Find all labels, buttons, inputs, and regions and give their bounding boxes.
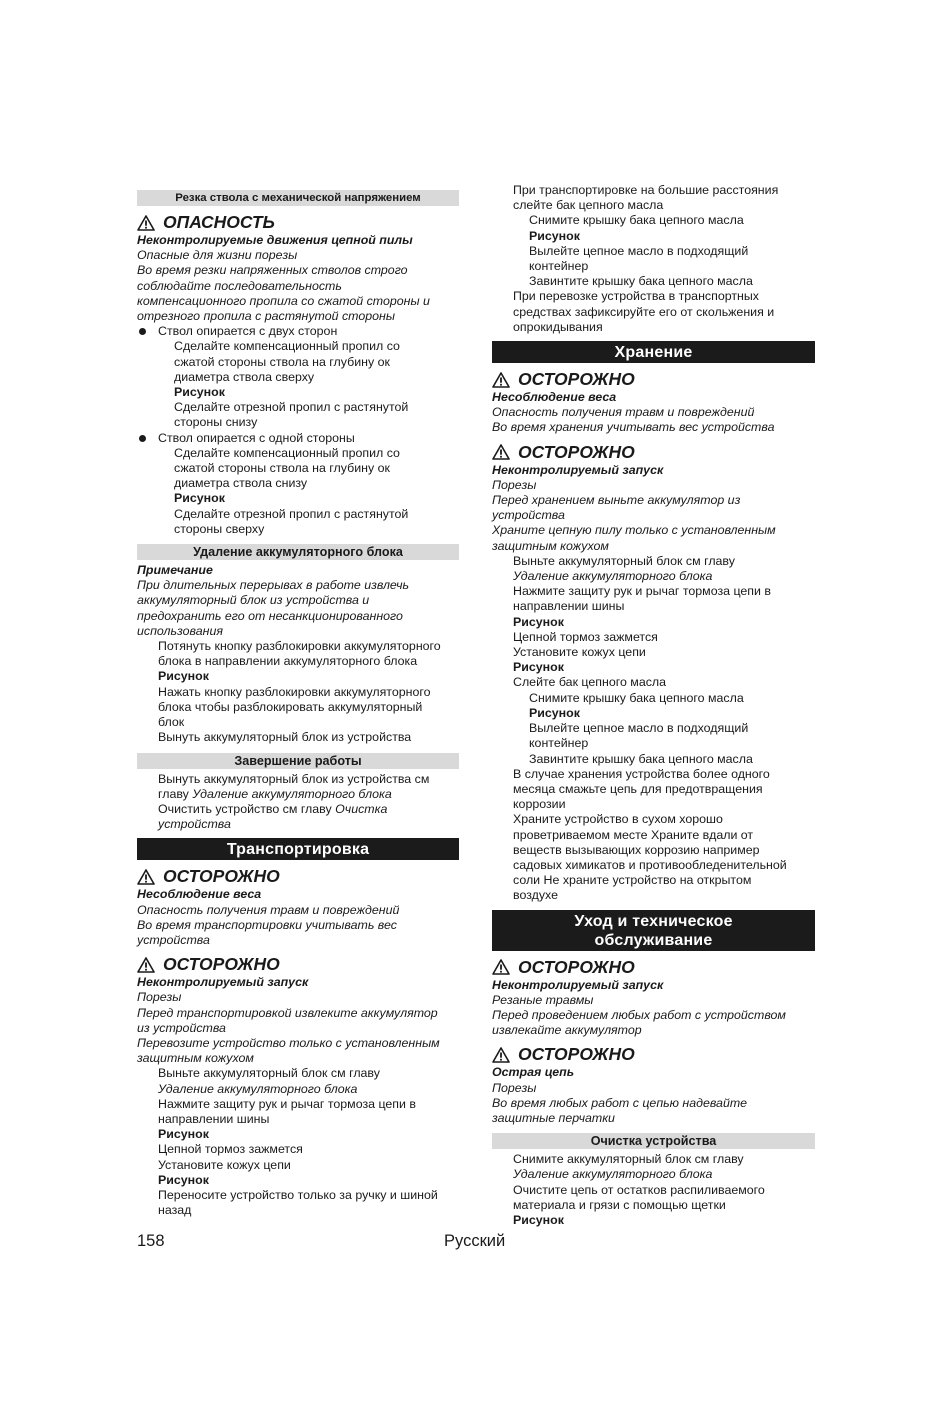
text-line: Резаные травмы xyxy=(492,992,594,1007)
text-line: коррозии xyxy=(513,797,566,812)
text-line: защитные перчатки xyxy=(492,1110,615,1125)
text-line: извлекайте аккумулятор xyxy=(492,1023,642,1038)
warning-triangle-icon xyxy=(137,215,155,231)
text-line: Установите кожух цепи xyxy=(513,645,646,660)
text-line: сжатой стороны ствола на глубину ок xyxy=(174,461,390,476)
text-line: Неконтролируемые движения цепной пилы xyxy=(137,233,413,247)
text-fragment: Очистка xyxy=(335,801,388,816)
text-line: Рисунок xyxy=(174,385,225,400)
text-line: контейнер xyxy=(529,259,589,274)
text-line: Удаление аккумуляторного блока xyxy=(513,569,713,584)
text-line: Сделайте компенсационный пропил со xyxy=(174,339,400,354)
warning-heading xyxy=(137,954,459,975)
text-line: направлении шины xyxy=(158,1111,270,1126)
text-line: Завинтите крышку бака цепного масла xyxy=(529,751,753,766)
warning-triangle-icon xyxy=(137,869,155,885)
right-column xyxy=(492,183,815,1228)
text-line: из устройства xyxy=(137,1020,226,1035)
text-line: Храните устройство в сухом хорошо xyxy=(513,812,723,827)
text-line: Переносите устройство только за ручку и шиной xyxy=(158,1187,438,1202)
text-line: Вынуть аккумуляторный блок из устройства xyxy=(158,730,412,745)
text-line: Порезы xyxy=(492,477,537,492)
text-line: устройства xyxy=(137,932,210,947)
warning-heading xyxy=(492,1044,815,1065)
text-line: Завинтите крышку бака цепного масла xyxy=(529,274,753,289)
text-line: Рисунок xyxy=(158,1127,209,1142)
text-line: блока чтобы разблокировать аккумуляторный xyxy=(158,699,423,714)
section-heading xyxy=(137,838,459,860)
text-line: Острая цепь xyxy=(492,1065,575,1080)
text-line: назад xyxy=(158,1203,192,1218)
text-line: Рисунок xyxy=(513,614,564,629)
text-line: диаметра ствола сверху xyxy=(174,369,315,384)
text-line: опрокидывания xyxy=(513,319,603,334)
text-line: Рисунок xyxy=(513,660,564,675)
text-line: Перед проведением любых работ с устройством xyxy=(492,1007,786,1022)
text-line: защитным кожухом xyxy=(137,1051,254,1066)
text-line: Выньте аккумуляторный блок см главу xyxy=(513,553,735,568)
text-line: соблюдайте последовательность xyxy=(137,278,342,293)
section-heading-text: Хранение xyxy=(614,344,693,362)
text-line: Рисунок xyxy=(158,669,209,684)
text-line: Нажмите защиту рук и рычаг тормоза цепи в xyxy=(513,584,771,599)
text-line: Опасные для жизни порезы xyxy=(137,248,298,263)
warning-heading xyxy=(492,442,815,463)
text-line: Порезы xyxy=(492,1080,537,1095)
warning-label: ОПАСНОСТЬ xyxy=(163,212,275,232)
text-line: Неконтролируемый запуск xyxy=(137,975,309,990)
text-line: слейте бак цепного масла xyxy=(513,198,664,213)
text-line: сжатой стороны ствола на глубину ок xyxy=(174,354,390,369)
text-line: Во время резки напряженных стволов строго xyxy=(137,263,408,278)
text-line: Храните цепную пилу только с установленным xyxy=(492,523,776,538)
text-line: Цепной тормоз зажмется xyxy=(513,629,658,644)
section-heading-text: Уход и техническое xyxy=(574,912,733,930)
text-line: Вылейте цепное масло в подходящий xyxy=(529,243,749,258)
text-line: При перевозке устройства в транспортных xyxy=(513,289,759,304)
section-subheading: Завершение работы xyxy=(137,753,459,769)
text-line xyxy=(137,817,459,832)
text-fragment: Вынуть аккумуляторный блок из устройства см xyxy=(158,771,430,786)
text-line: Снимите аккумуляторный блок см главу xyxy=(513,1152,744,1167)
section-subheading: Очистка устройства xyxy=(492,1133,815,1149)
text-line: При длительных перерывах в работе извлечь xyxy=(137,578,410,593)
text-line: В случае хранения устройства более одного xyxy=(513,766,770,781)
text-line: Порезы xyxy=(137,990,182,1005)
text-line: соли Не храните устройство на открытом xyxy=(513,873,752,888)
text-line: Рисунок xyxy=(529,228,580,243)
page-number: 158 xyxy=(137,1232,165,1250)
text-line: Перед хранением выньте аккумулятор из xyxy=(492,493,741,508)
text-line: Потянуть кнопку разблокировки аккумуляторного xyxy=(158,639,441,654)
text-line: Неконтролируемый запуск xyxy=(492,462,664,477)
text-line: Опасность получения травм и повреждений xyxy=(492,405,755,420)
text-line: садовых химикатов и противообледенительной xyxy=(513,857,787,872)
text-line: Установите кожух цепи xyxy=(158,1157,291,1172)
text-line: Выньте аккумуляторный блок см главу xyxy=(158,1066,380,1081)
text-line: контейнер xyxy=(529,736,589,751)
text-line: Слейте бак цепного масла xyxy=(513,675,667,690)
warning-label: ОСТОРОЖНО xyxy=(163,954,280,975)
text-line: стороны снизу xyxy=(174,415,258,430)
text-line: Перед транспортировкой извлеките аккумулятор xyxy=(137,1005,438,1020)
text-line: диаметра ствола снизу xyxy=(174,476,308,491)
text-fragment: Удаление аккумуляторного блока xyxy=(192,786,392,801)
text-line: Снимите крышку бака цепного масла xyxy=(529,213,744,228)
text-line: Рисунок xyxy=(529,705,580,720)
text-line: Перевозите устройство только с установленным xyxy=(137,1035,440,1050)
warning-label: ОСТОРОЖНО xyxy=(163,866,280,887)
text-line: Очистите цепь от остатков распиливаемого xyxy=(513,1182,765,1197)
section-heading-text: Транспортировка xyxy=(226,841,370,859)
text-line: Удаление аккумуляторного блока xyxy=(513,1167,713,1182)
text-line xyxy=(137,772,459,787)
text-line: Сделайте компенсационный пропил со xyxy=(174,445,400,460)
text-fragment: главу xyxy=(158,786,193,801)
text-line: Цепной тормоз зажмется xyxy=(158,1142,303,1157)
warning-triangle-icon xyxy=(137,957,155,973)
text-line xyxy=(137,802,459,817)
text-line: Снимите крышку бака цепного масла xyxy=(529,690,744,705)
text-line: стороны сверху xyxy=(174,521,265,536)
warning-heading xyxy=(492,369,815,390)
section-subheading: Удаление аккумуляторного блока xyxy=(137,544,459,560)
section-subheading: Резка ствола с механической напряжением xyxy=(137,190,459,206)
text-line: Во время любых работ с цепью надевайте xyxy=(492,1095,748,1110)
text-line: материала и грязи с помощью щетки xyxy=(513,1197,726,1212)
text-line: Во время транспортировки учитывать вес xyxy=(137,917,397,932)
text-line: Несоблюдение веса xyxy=(137,887,262,902)
text-line: веществ вызывающих коррозию например xyxy=(513,842,760,857)
text-line: Нажать кнопку разблокировки аккумуляторного xyxy=(158,684,431,699)
text-line: предохранить его от несанкционированного xyxy=(137,608,403,623)
section-heading xyxy=(492,910,815,951)
warning-triangle-icon xyxy=(492,444,510,460)
bullet-item: Ствол опирается с двух сторон xyxy=(137,324,459,339)
warning-heading xyxy=(137,866,459,887)
text-line: устройства xyxy=(492,508,565,523)
warning-label: ОСТОРОЖНО xyxy=(518,369,635,390)
text-line: Нажмите защиту рук и рычаг тормоза цепи в xyxy=(158,1096,416,1111)
section-heading-text: обслуживание xyxy=(594,931,713,949)
text-line: направлении шины xyxy=(513,599,625,614)
footer-language: Русский xyxy=(444,1232,506,1250)
text-line: Несоблюдение веса xyxy=(492,390,617,405)
text-line: Рисунок xyxy=(158,1172,209,1187)
text-line: Сделайте отрезной пропил с растянутой xyxy=(174,400,409,415)
text-line: Примечание xyxy=(137,563,213,578)
warning-triangle-icon xyxy=(492,372,510,388)
text-line: защитным кожухом xyxy=(492,538,609,553)
left-column xyxy=(137,183,459,1218)
text-fragment: Очистить устройство см главу xyxy=(158,801,336,816)
text-line: блока в направлении аккумуляторного блока xyxy=(158,654,418,669)
warning-label: ОСТОРОЖНО xyxy=(518,1044,635,1065)
text-line: воздухе xyxy=(513,888,558,903)
text-line: компенсационного пропила со сжатой стороны и xyxy=(137,293,430,308)
text-line: Опасность получения травм и повреждений xyxy=(137,902,400,917)
warning-heading xyxy=(137,212,459,233)
text-line: Сделайте отрезной пропил с растянутой xyxy=(174,506,409,521)
section-heading xyxy=(492,341,815,363)
warning-triangle-icon xyxy=(492,1047,510,1063)
text-line: Неконтролируемый запуск xyxy=(492,977,664,992)
text-line: блок xyxy=(158,715,185,730)
text-line: При транспортировке на большие расстояния xyxy=(513,183,779,197)
text-line xyxy=(137,787,459,802)
warning-heading xyxy=(492,957,815,978)
text-fragment: устройства xyxy=(158,817,231,832)
warning-label: ОСТОРОЖНО xyxy=(518,956,635,977)
text-line: Вылейте цепное масло в подходящий xyxy=(529,721,749,736)
text-line: Во время хранения учитывать вес устройства xyxy=(492,420,775,435)
warning-triangle-icon xyxy=(492,959,510,975)
text-line: аккумуляторный блок из устройства и xyxy=(137,593,370,608)
text-line: Удаление аккумуляторного блока xyxy=(158,1081,358,1096)
text-line: использования xyxy=(137,623,223,638)
text-line: средствах зафиксируйте его от скольжения и xyxy=(513,304,775,319)
bullet-item: Ствол опирается с одной стороны xyxy=(137,431,459,446)
text-line: отрезного пропила с растянутой стороны xyxy=(137,309,395,324)
warning-label: ОСТОРОЖНО xyxy=(518,441,635,462)
text-line: Рисунок xyxy=(174,491,225,506)
text-line: месяца смажьте цепь для предотвращения xyxy=(513,781,763,796)
text-line: Рисунок xyxy=(513,1212,564,1227)
text-line: проветриваемом месте Храните вдали от xyxy=(513,827,754,842)
